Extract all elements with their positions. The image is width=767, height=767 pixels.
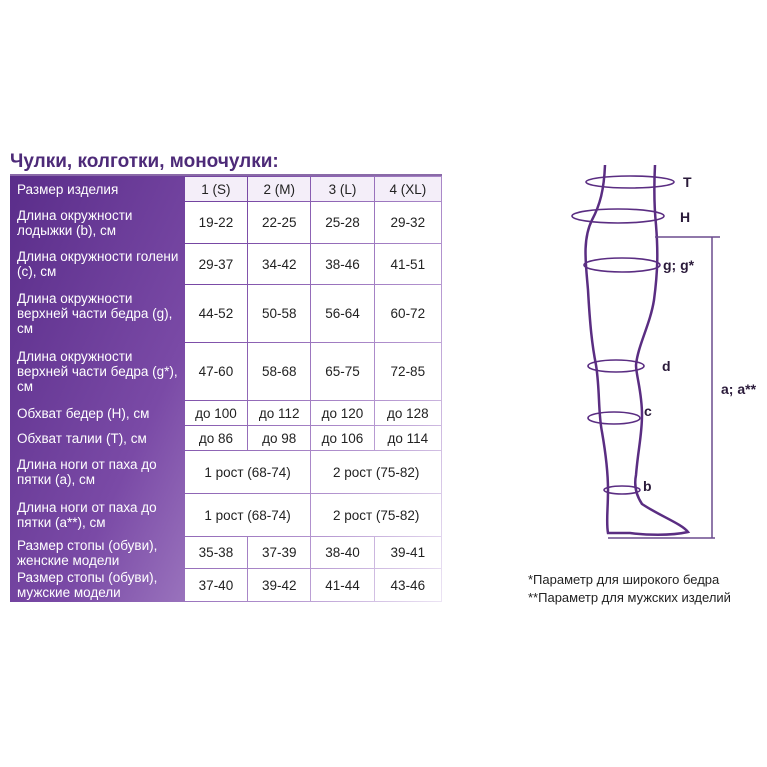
label-waist: T <box>683 174 692 190</box>
table-cell: 56-64 <box>311 285 373 342</box>
thigh-measure-ring <box>584 258 660 272</box>
table-cell: 38-40 <box>311 537 373 568</box>
table-cell: 35-38 <box>185 537 247 568</box>
table-cell: до 98 <box>248 426 310 450</box>
page-title: Чулки, колготки, моночулки: <box>10 151 279 172</box>
table-cell: 39-42 <box>248 569 310 601</box>
row-label: Размер стопы (обуви), мужские модели <box>17 570 158 600</box>
table-cell: 50-58 <box>248 285 310 342</box>
label-leg-length: a; a** <box>721 381 757 397</box>
label-thigh: g; g* <box>663 257 695 273</box>
label-calf: c <box>644 403 652 419</box>
table-cell: 37-39 <box>248 537 310 568</box>
row-label: Длина окружности верхней части бедра (g*), см <box>17 349 178 394</box>
label-ankle: b <box>643 478 652 494</box>
footnote-male-products: **Параметр для мужских изделий <box>528 590 731 605</box>
table-cell: до 120 <box>311 401 373 425</box>
table-cell: 72-85 <box>375 343 441 400</box>
row-label: Длина окружности голени (c), см <box>17 249 179 279</box>
leg-outline <box>586 165 689 535</box>
header-size-3: 3 (L) <box>311 177 373 201</box>
label-hip: H <box>680 209 691 225</box>
row-label: Размер стопы (обуви), женские модели <box>17 537 158 568</box>
table-cell: 41-44 <box>311 569 373 601</box>
table-row <box>11 451 441 493</box>
table-cell-merged: 1 рост (68-74) <box>185 494 311 536</box>
table-cell: 47-60 <box>185 343 247 400</box>
table-cell-merged: 2 рост (75-82) <box>311 451 441 493</box>
leg-measurement-diagram <box>520 150 765 550</box>
row-label: Длина ноги от паха до пятки (a), см <box>17 457 157 487</box>
header-size-2: 2 (M) <box>248 177 310 201</box>
table-cell: 19-22 <box>185 202 247 243</box>
table-header-row <box>11 177 441 201</box>
table-row <box>11 401 441 425</box>
table-row <box>11 426 441 450</box>
table-cell: до 114 <box>375 426 441 450</box>
table-cell: 39-41 <box>375 537 441 568</box>
footnotes <box>528 571 731 607</box>
row-label: Длина окружности верхней части бедра (g), см <box>17 291 173 336</box>
row-label: Длина ноги от паха до пятки (a**), см <box>17 500 157 530</box>
table-cell: до 86 <box>185 426 247 450</box>
table-cell: 43-46 <box>375 569 441 601</box>
table-cell: до 100 <box>185 401 247 425</box>
row-label: Обхват бедер (H), см <box>17 405 150 421</box>
waist-measure-ring <box>586 176 674 188</box>
table-cell: 65-75 <box>311 343 373 400</box>
table-cell-merged: 1 рост (68-74) <box>185 451 311 493</box>
header-size-4: 4 (XL) <box>375 177 441 201</box>
table-cell: 38-46 <box>311 244 373 284</box>
table-cell-merged: 2 рост (75-82) <box>311 494 441 536</box>
table-cell: 60-72 <box>375 285 441 342</box>
table-cell: 44-52 <box>185 285 247 342</box>
header-label: Размер изделия <box>17 181 119 197</box>
table-row <box>11 343 441 400</box>
table-cell: 29-37 <box>185 244 247 284</box>
table-row <box>11 494 441 536</box>
table-row <box>11 244 441 284</box>
table-cell: до 128 <box>375 401 441 425</box>
table-cell: 37-40 <box>185 569 247 601</box>
table-cell: 58-68 <box>248 343 310 400</box>
table-cell: 25-28 <box>311 202 373 243</box>
table-cell: 22-25 <box>248 202 310 243</box>
table-row <box>11 569 441 601</box>
table-row <box>11 537 441 568</box>
table-cell: 41-51 <box>375 244 441 284</box>
table-cell: до 106 <box>311 426 373 450</box>
table-cell: 29-32 <box>375 202 441 243</box>
label-knee: d <box>662 358 671 374</box>
table-cell: до 112 <box>248 401 310 425</box>
calf-measure-ring <box>588 412 640 424</box>
size-table <box>10 176 442 602</box>
table-row <box>11 202 441 243</box>
table-row <box>11 285 441 342</box>
ankle-measure-ring <box>604 486 640 494</box>
hip-measure-ring <box>572 209 664 223</box>
header-size-1: 1 (S) <box>185 177 247 201</box>
footnote-wide-thigh: *Параметр для широкого бедра <box>528 572 720 587</box>
row-label: Длина окружности лодыжки (b), см <box>17 207 133 238</box>
table-cell: 34-42 <box>248 244 310 284</box>
row-label: Обхват талии (T), см <box>17 430 147 446</box>
